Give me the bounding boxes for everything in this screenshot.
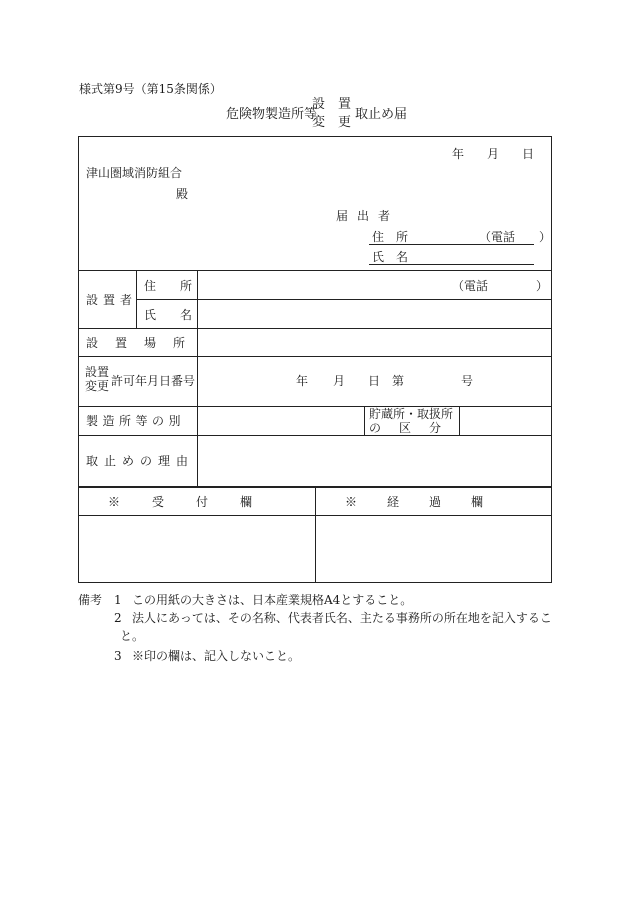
installer-phone-label: （電話 ） — [452, 279, 549, 293]
notifier-heading — [336, 209, 400, 223]
storage-category-bottom: の区分 — [369, 420, 460, 435]
installer-name-label: 氏名 — [144, 308, 217, 322]
location-label: 設置場所 — [86, 336, 203, 350]
addressee-honorific: 殿 — [176, 187, 189, 201]
installer-address-label: 住所 — [144, 279, 217, 293]
permit-year: 年 — [296, 374, 309, 388]
note-2-text: 法人にあっては、その名称、代表者氏名、主たる事務所の所在地を記入するこ — [132, 611, 552, 625]
permit-label-right: 許可年月日番号 — [111, 374, 196, 388]
title-option-bottom: 変 更 — [312, 115, 352, 130]
reason-label: 取止めの理由 — [86, 454, 195, 468]
permit-label-left — [85, 366, 109, 394]
facility-label: 製造所等の別 — [86, 414, 186, 428]
note-3-number: 3 — [114, 649, 122, 663]
permit-month: 月 — [333, 374, 346, 388]
notifier-address-label: 住 所 — [372, 230, 409, 244]
note-3-text: ※印の欄は、記入しないこと。 — [132, 649, 301, 663]
title-suffix: 取止め届 — [355, 107, 408, 122]
permit-label-top: 設置 — [85, 365, 110, 379]
notifier-heading-text: 届出者 — [336, 209, 400, 223]
reception-label: ※受付欄 — [108, 495, 285, 509]
notifier-phone-label: （電話 ） — [479, 230, 552, 244]
permit-number-suffix: 号 — [461, 374, 474, 388]
date-year-label: 年 — [452, 147, 465, 161]
date-day-label: 日 — [522, 147, 535, 161]
installer-label: 設置者 — [86, 293, 138, 307]
date-month-label: 月 — [487, 147, 500, 161]
notifier-name-underline — [369, 264, 534, 265]
permit-day-no: 日 第 — [368, 374, 405, 388]
notes-heading: 備考 — [78, 593, 103, 607]
note-1-number: 1 — [114, 593, 122, 607]
permit-label-bottom: 変更 — [85, 378, 110, 393]
form-number: 様式第9号（第15条関係） — [79, 82, 222, 96]
addressee-org: 津山圏域消防組合 — [86, 166, 183, 180]
note-2-number: 2 — [114, 611, 122, 625]
note-1-text: この用紙の大きさは、日本産業規格A4とすること。 — [132, 593, 413, 607]
title-option-top: 設 置 — [312, 97, 352, 112]
title-main: 危険物製造所等 — [226, 107, 318, 122]
progress-label: ※経過欄 — [345, 495, 514, 509]
notifier-address-underline — [369, 244, 534, 245]
notifier-name-label: 氏 名 — [372, 250, 409, 264]
storage-category-label — [369, 408, 459, 436]
storage-category-top: 貯蔵所・取扱所 — [369, 407, 454, 421]
note-2-continuation: と。 — [120, 629, 145, 643]
